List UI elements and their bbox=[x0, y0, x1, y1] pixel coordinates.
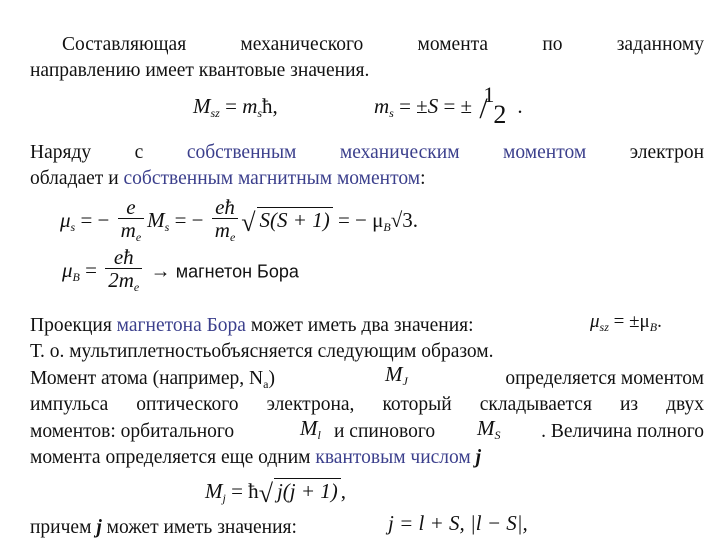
formula-msz: $M_{sz}$ = $m_sħ$, bbox=[193, 94, 278, 120]
para3-line4 bbox=[30, 392, 704, 418]
quantum-number-link[interactable]: квантовым числом bbox=[315, 447, 471, 468]
formula-mj-inline: $M_J$ bbox=[385, 362, 408, 388]
magnetic-moment-link[interactable]: собственным магнитным моментом bbox=[123, 168, 421, 189]
para2-line1 bbox=[30, 140, 704, 166]
para3-line5-pre: моментов: орбитального bbox=[30, 421, 235, 442]
word: моментом bbox=[503, 142, 587, 163]
half-fraction: 1 / 2 bbox=[479, 82, 507, 129]
formula-j-values: j = l + S, |l − S|, bbox=[388, 511, 528, 535]
word: собственным bbox=[186, 142, 297, 163]
para3-line3-left: Момент атома (например, $N_a$) bbox=[30, 368, 275, 391]
para4-line: причем j может иметь значения: bbox=[30, 517, 297, 538]
word: механического bbox=[240, 34, 364, 55]
formula-ms: $m_s = \pm S$ = ± 1 / 2 . bbox=[374, 82, 523, 129]
word: Наряду bbox=[30, 142, 92, 163]
para3-line2: Т. о. мультиплетностьобъясняется следующим образом. bbox=[30, 341, 494, 362]
arrow-icon: → bbox=[150, 260, 171, 283]
word: механическим bbox=[339, 142, 460, 163]
bohr-magneton-link[interactable]: магнетона Бора bbox=[116, 315, 246, 336]
word: электрон bbox=[629, 142, 705, 163]
formula-bohr-magneton: $\mu_B$ = $\frac{eħ}{2m_e}$ → магнетон Бора bbox=[62, 245, 299, 294]
para3-line3-right: определяется моментом bbox=[505, 368, 704, 389]
word: оптического bbox=[136, 394, 239, 415]
word: складывается bbox=[479, 394, 592, 415]
bohr-magneton-label: магнетон Бора bbox=[175, 261, 299, 282]
word: Составляющая bbox=[62, 34, 187, 55]
para3-line1: Проекция магнетона Бора может иметь два значения: bbox=[30, 315, 474, 336]
formula-mu-sz: $\mu_{sz} = \pm\mu_B$. bbox=[590, 311, 662, 334]
word: по bbox=[542, 34, 563, 55]
word: двух bbox=[666, 394, 705, 415]
para1-line1 bbox=[62, 32, 704, 58]
para3-line5-post: . Величина полного bbox=[541, 421, 704, 442]
formula-ms-inline: $M_S$ bbox=[477, 416, 501, 442]
word: электрона, bbox=[266, 394, 355, 415]
para3-line5-mid: и спинового bbox=[334, 421, 436, 442]
formula-mj: $M_j$ = ħ√ j(j + 1) , bbox=[205, 479, 347, 508]
word: импульса bbox=[30, 394, 109, 415]
word: который bbox=[382, 394, 452, 415]
formula-ml-inline: $M_l$ bbox=[300, 416, 321, 442]
word: заданному bbox=[616, 34, 705, 55]
para3-line6: момента определяется еще одним квантовым числом j bbox=[30, 447, 482, 468]
para1-line2: направлению имеет квантовые значения. bbox=[30, 60, 370, 81]
word: из bbox=[619, 394, 639, 415]
word: с bbox=[134, 142, 144, 163]
word: момента bbox=[417, 34, 489, 55]
formula-mu-s: $\mu_s$ = − $\frac{e}{m_e}$ $M_s$ = − $\frac{eħ}{m_e}$ √ S(S + 1) = − $\mu_B√3$. bbox=[60, 195, 419, 244]
para2-line2: обладает и собственным магнитным моментом: bbox=[30, 168, 426, 189]
